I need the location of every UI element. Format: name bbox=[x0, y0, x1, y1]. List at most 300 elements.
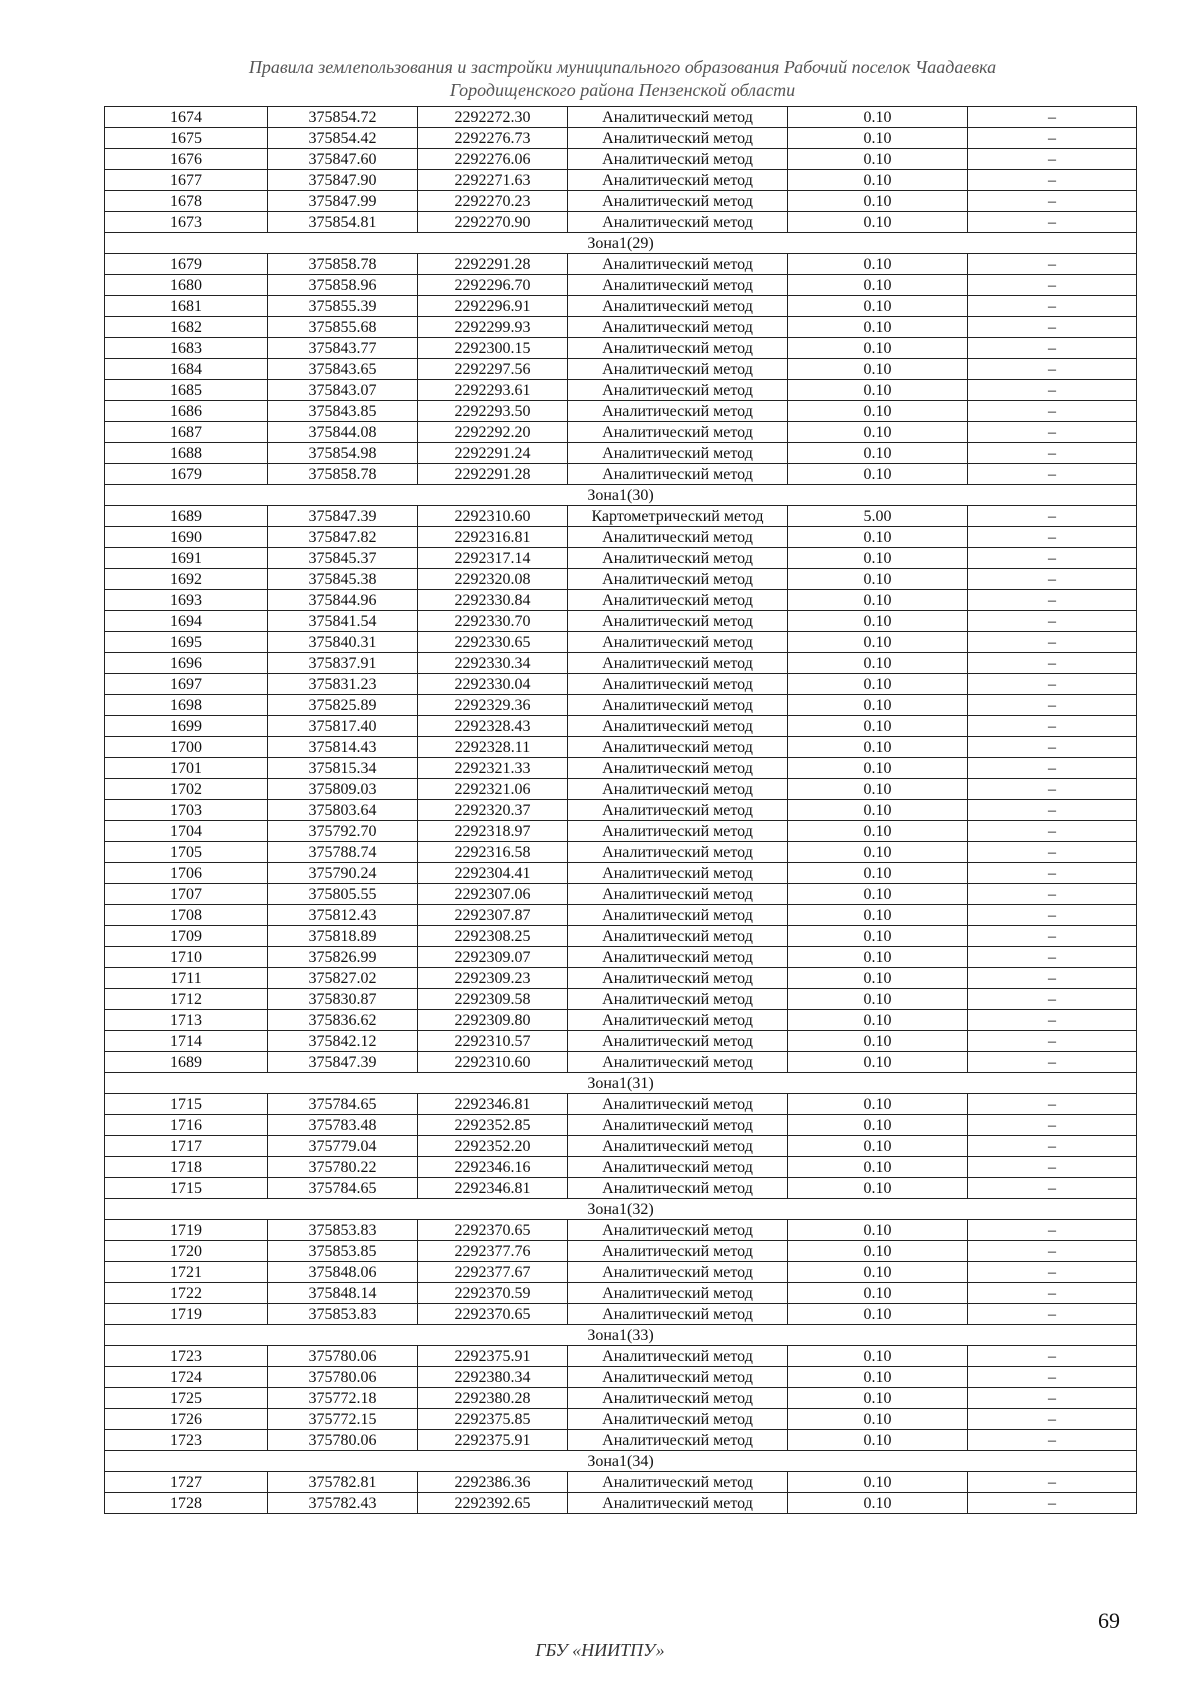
point-number-cell: 1718 bbox=[105, 1157, 268, 1178]
point-number-cell: 1674 bbox=[105, 107, 268, 128]
point-number-cell: 1713 bbox=[105, 1010, 268, 1031]
point-number-cell: 1676 bbox=[105, 149, 268, 170]
x-coordinate-cell: 375847.82 bbox=[268, 527, 418, 548]
description-cell: – bbox=[968, 653, 1137, 674]
description-cell: – bbox=[968, 758, 1137, 779]
description-cell: – bbox=[968, 317, 1137, 338]
point-number-cell: 1677 bbox=[105, 170, 268, 191]
method-cell: Аналитический метод bbox=[568, 149, 788, 170]
x-coordinate-cell: 375780.06 bbox=[268, 1430, 418, 1451]
description-cell: – bbox=[968, 506, 1137, 527]
method-cell: Аналитический метод bbox=[568, 947, 788, 968]
x-coordinate-cell: 375847.60 bbox=[268, 149, 418, 170]
description-cell: – bbox=[968, 1115, 1137, 1136]
point-number-cell: 1683 bbox=[105, 338, 268, 359]
y-coordinate-cell: 2292320.08 bbox=[418, 569, 568, 590]
y-coordinate-cell: 2292276.06 bbox=[418, 149, 568, 170]
x-coordinate-cell: 375782.81 bbox=[268, 1472, 418, 1493]
y-coordinate-cell: 2292270.23 bbox=[418, 191, 568, 212]
accuracy-cell: 0.10 bbox=[788, 905, 968, 926]
table-row bbox=[105, 674, 1137, 695]
table-row bbox=[105, 611, 1137, 632]
table-row bbox=[105, 212, 1137, 233]
table-row bbox=[105, 779, 1137, 800]
method-cell: Аналитический метод bbox=[568, 128, 788, 149]
y-coordinate-cell: 2292375.91 bbox=[418, 1346, 568, 1367]
accuracy-cell: 0.10 bbox=[788, 1493, 968, 1514]
point-number-cell: 1678 bbox=[105, 191, 268, 212]
table-row bbox=[105, 1409, 1137, 1430]
y-coordinate-cell: 2292375.85 bbox=[418, 1409, 568, 1430]
point-number-cell: 1719 bbox=[105, 1304, 268, 1325]
point-number-cell: 1717 bbox=[105, 1136, 268, 1157]
method-cell: Аналитический метод bbox=[568, 401, 788, 422]
table-row bbox=[105, 401, 1137, 422]
point-number-cell: 1708 bbox=[105, 905, 268, 926]
y-coordinate-cell: 2292300.15 bbox=[418, 338, 568, 359]
point-number-cell: 1694 bbox=[105, 611, 268, 632]
description-cell: – bbox=[968, 716, 1137, 737]
table-row bbox=[105, 1346, 1137, 1367]
method-cell: Аналитический метод bbox=[568, 422, 788, 443]
point-number-cell: 1725 bbox=[105, 1388, 268, 1409]
y-coordinate-cell: 2292316.58 bbox=[418, 842, 568, 863]
accuracy-cell: 0.10 bbox=[788, 716, 968, 737]
y-coordinate-cell: 2292317.14 bbox=[418, 548, 568, 569]
description-cell: – bbox=[968, 884, 1137, 905]
x-coordinate-cell: 375803.64 bbox=[268, 800, 418, 821]
description-cell: – bbox=[968, 1094, 1137, 1115]
zone-label: Зона1(29) bbox=[105, 233, 1137, 254]
method-cell: Аналитический метод bbox=[568, 107, 788, 128]
table-row bbox=[105, 107, 1137, 128]
description-cell: – bbox=[968, 1241, 1137, 1262]
y-coordinate-cell: 2292320.37 bbox=[418, 800, 568, 821]
table-row bbox=[105, 737, 1137, 758]
method-cell: Аналитический метод bbox=[568, 254, 788, 275]
description-cell: – bbox=[968, 1052, 1137, 1073]
x-coordinate-cell: 375805.55 bbox=[268, 884, 418, 905]
x-coordinate-cell: 375855.68 bbox=[268, 317, 418, 338]
accuracy-cell: 0.10 bbox=[788, 359, 968, 380]
y-coordinate-cell: 2292328.43 bbox=[418, 716, 568, 737]
y-coordinate-cell: 2292297.56 bbox=[418, 359, 568, 380]
description-cell: – bbox=[968, 464, 1137, 485]
table-row bbox=[105, 191, 1137, 212]
point-number-cell: 1715 bbox=[105, 1178, 268, 1199]
method-cell: Аналитический метод bbox=[568, 1430, 788, 1451]
y-coordinate-cell: 2292377.76 bbox=[418, 1241, 568, 1262]
accuracy-cell: 0.10 bbox=[788, 1178, 968, 1199]
table-row bbox=[105, 653, 1137, 674]
x-coordinate-cell: 375812.43 bbox=[268, 905, 418, 926]
table-row bbox=[105, 1178, 1137, 1199]
y-coordinate-cell: 2292380.28 bbox=[418, 1388, 568, 1409]
table-row bbox=[105, 1367, 1137, 1388]
method-cell: Аналитический метод bbox=[568, 1493, 788, 1514]
description-cell: – bbox=[968, 1220, 1137, 1241]
description-cell: – bbox=[968, 191, 1137, 212]
table-row bbox=[105, 1031, 1137, 1052]
table-row bbox=[105, 1493, 1137, 1514]
method-cell: Аналитический метод bbox=[568, 1409, 788, 1430]
description-cell: – bbox=[968, 380, 1137, 401]
x-coordinate-cell: 375841.54 bbox=[268, 611, 418, 632]
table-row bbox=[105, 548, 1137, 569]
accuracy-cell: 0.10 bbox=[788, 632, 968, 653]
table-row bbox=[105, 506, 1137, 527]
y-coordinate-cell: 2292271.63 bbox=[418, 170, 568, 191]
zone-label: Зона1(31) bbox=[105, 1073, 1137, 1094]
description-cell: – bbox=[968, 632, 1137, 653]
table-row bbox=[105, 1220, 1137, 1241]
zone-header-row bbox=[105, 1199, 1137, 1220]
description-cell: – bbox=[968, 149, 1137, 170]
accuracy-cell: 0.10 bbox=[788, 968, 968, 989]
table-row bbox=[105, 842, 1137, 863]
y-coordinate-cell: 2292330.04 bbox=[418, 674, 568, 695]
table-row bbox=[105, 1388, 1137, 1409]
accuracy-cell: 0.10 bbox=[788, 947, 968, 968]
x-coordinate-cell: 375772.15 bbox=[268, 1409, 418, 1430]
accuracy-cell: 0.10 bbox=[788, 569, 968, 590]
y-coordinate-cell: 2292272.30 bbox=[418, 107, 568, 128]
point-number-cell: 1723 bbox=[105, 1430, 268, 1451]
method-cell: Аналитический метод bbox=[568, 1241, 788, 1262]
description-cell: – bbox=[968, 905, 1137, 926]
y-coordinate-cell: 2292370.59 bbox=[418, 1283, 568, 1304]
point-number-cell: 1690 bbox=[105, 527, 268, 548]
accuracy-cell: 0.10 bbox=[788, 737, 968, 758]
accuracy-cell: 0.10 bbox=[788, 149, 968, 170]
x-coordinate-cell: 375790.24 bbox=[268, 863, 418, 884]
y-coordinate-cell: 2292330.84 bbox=[418, 590, 568, 611]
description-cell: – bbox=[968, 1136, 1137, 1157]
accuracy-cell: 0.10 bbox=[788, 338, 968, 359]
x-coordinate-cell: 375830.87 bbox=[268, 989, 418, 1010]
x-coordinate-cell: 375853.83 bbox=[268, 1304, 418, 1325]
method-cell: Аналитический метод bbox=[568, 548, 788, 569]
point-number-cell: 1698 bbox=[105, 695, 268, 716]
point-number-cell: 1724 bbox=[105, 1367, 268, 1388]
point-number-cell: 1675 bbox=[105, 128, 268, 149]
point-number-cell: 1681 bbox=[105, 296, 268, 317]
description-cell: – bbox=[968, 1367, 1137, 1388]
y-coordinate-cell: 2292380.34 bbox=[418, 1367, 568, 1388]
table-row bbox=[105, 884, 1137, 905]
description-cell: – bbox=[968, 968, 1137, 989]
method-cell: Аналитический метод bbox=[568, 464, 788, 485]
y-coordinate-cell: 2292316.81 bbox=[418, 527, 568, 548]
y-coordinate-cell: 2292296.70 bbox=[418, 275, 568, 296]
description-cell: – bbox=[968, 1178, 1137, 1199]
y-coordinate-cell: 2292346.81 bbox=[418, 1178, 568, 1199]
method-cell: Аналитический метод bbox=[568, 1010, 788, 1031]
description-cell: – bbox=[968, 422, 1137, 443]
point-number-cell: 1689 bbox=[105, 506, 268, 527]
point-number-cell: 1719 bbox=[105, 1220, 268, 1241]
description-cell: – bbox=[968, 569, 1137, 590]
x-coordinate-cell: 375817.40 bbox=[268, 716, 418, 737]
point-number-cell: 1679 bbox=[105, 464, 268, 485]
table-row bbox=[105, 590, 1137, 611]
table-row bbox=[105, 170, 1137, 191]
method-cell: Аналитический метод bbox=[568, 653, 788, 674]
x-coordinate-cell: 375854.42 bbox=[268, 128, 418, 149]
y-coordinate-cell: 2292291.28 bbox=[418, 254, 568, 275]
accuracy-cell: 0.10 bbox=[788, 1115, 968, 1136]
table-row bbox=[105, 317, 1137, 338]
method-cell: Аналитический метод bbox=[568, 443, 788, 464]
description-cell: – bbox=[968, 947, 1137, 968]
table-row bbox=[105, 422, 1137, 443]
accuracy-cell: 0.10 bbox=[788, 884, 968, 905]
zone-label: Зона1(30) bbox=[105, 485, 1137, 506]
accuracy-cell: 0.10 bbox=[788, 1409, 968, 1430]
table-row bbox=[105, 443, 1137, 464]
x-coordinate-cell: 375845.37 bbox=[268, 548, 418, 569]
x-coordinate-cell: 375772.18 bbox=[268, 1388, 418, 1409]
description-cell: – bbox=[968, 989, 1137, 1010]
accuracy-cell: 0.10 bbox=[788, 1052, 968, 1073]
method-cell: Аналитический метод bbox=[568, 632, 788, 653]
point-number-cell: 1714 bbox=[105, 1031, 268, 1052]
x-coordinate-cell: 375843.65 bbox=[268, 359, 418, 380]
y-coordinate-cell: 2292310.60 bbox=[418, 1052, 568, 1073]
method-cell: Аналитический метод bbox=[568, 1136, 788, 1157]
x-coordinate-cell: 375779.04 bbox=[268, 1136, 418, 1157]
table-row bbox=[105, 968, 1137, 989]
table-row bbox=[105, 1430, 1137, 1451]
accuracy-cell: 0.10 bbox=[788, 590, 968, 611]
x-coordinate-cell: 375844.96 bbox=[268, 590, 418, 611]
point-number-cell: 1703 bbox=[105, 800, 268, 821]
description-cell: – bbox=[968, 695, 1137, 716]
y-coordinate-cell: 2292352.85 bbox=[418, 1115, 568, 1136]
zone-label: Зона1(32) bbox=[105, 1199, 1137, 1220]
point-number-cell: 1705 bbox=[105, 842, 268, 863]
method-cell: Аналитический метод bbox=[568, 884, 788, 905]
accuracy-cell: 5.00 bbox=[788, 506, 968, 527]
description-cell: – bbox=[968, 212, 1137, 233]
accuracy-cell: 0.10 bbox=[788, 1094, 968, 1115]
point-number-cell: 1700 bbox=[105, 737, 268, 758]
description-cell: – bbox=[968, 863, 1137, 884]
accuracy-cell: 0.10 bbox=[788, 1241, 968, 1262]
description-cell: – bbox=[968, 674, 1137, 695]
point-number-cell: 1685 bbox=[105, 380, 268, 401]
x-coordinate-cell: 375827.02 bbox=[268, 968, 418, 989]
x-coordinate-cell: 375843.85 bbox=[268, 401, 418, 422]
accuracy-cell: 0.10 bbox=[788, 107, 968, 128]
accuracy-cell: 0.10 bbox=[788, 191, 968, 212]
table-row bbox=[105, 275, 1137, 296]
y-coordinate-cell: 2292330.65 bbox=[418, 632, 568, 653]
method-cell: Аналитический метод bbox=[568, 527, 788, 548]
accuracy-cell: 0.10 bbox=[788, 1367, 968, 1388]
x-coordinate-cell: 375818.89 bbox=[268, 926, 418, 947]
description-cell: – bbox=[968, 1493, 1137, 1514]
method-cell: Аналитический метод bbox=[568, 968, 788, 989]
y-coordinate-cell: 2292375.91 bbox=[418, 1430, 568, 1451]
method-cell: Аналитический метод bbox=[568, 674, 788, 695]
y-coordinate-cell: 2292329.36 bbox=[418, 695, 568, 716]
accuracy-cell: 0.10 bbox=[788, 1220, 968, 1241]
table-row bbox=[105, 527, 1137, 548]
accuracy-cell: 0.10 bbox=[788, 464, 968, 485]
y-coordinate-cell: 2292392.65 bbox=[418, 1493, 568, 1514]
x-coordinate-cell: 375840.31 bbox=[268, 632, 418, 653]
point-number-cell: 1728 bbox=[105, 1493, 268, 1514]
point-number-cell: 1691 bbox=[105, 548, 268, 569]
table-row bbox=[105, 338, 1137, 359]
page-number: 69 bbox=[1098, 1608, 1120, 1633]
x-coordinate-cell: 375831.23 bbox=[268, 674, 418, 695]
table-row bbox=[105, 149, 1137, 170]
point-number-cell: 1710 bbox=[105, 947, 268, 968]
method-cell: Аналитический метод bbox=[568, 212, 788, 233]
description-cell: – bbox=[968, 170, 1137, 191]
method-cell: Аналитический метод bbox=[568, 1472, 788, 1493]
x-coordinate-cell: 375847.99 bbox=[268, 191, 418, 212]
description-cell: – bbox=[968, 443, 1137, 464]
coordinates-table-body bbox=[105, 107, 1137, 1514]
y-coordinate-cell: 2292321.06 bbox=[418, 779, 568, 800]
page-footer: ГБУ «НИИТПУ» bbox=[535, 1640, 665, 1660]
point-number-cell: 1689 bbox=[105, 1052, 268, 1073]
accuracy-cell: 0.10 bbox=[788, 674, 968, 695]
point-number-cell: 1687 bbox=[105, 422, 268, 443]
y-coordinate-cell: 2292328.11 bbox=[418, 737, 568, 758]
point-number-cell: 1693 bbox=[105, 590, 268, 611]
y-coordinate-cell: 2292293.61 bbox=[418, 380, 568, 401]
point-number-cell: 1716 bbox=[105, 1115, 268, 1136]
table-row bbox=[105, 296, 1137, 317]
point-number-cell: 1707 bbox=[105, 884, 268, 905]
accuracy-cell: 0.10 bbox=[788, 296, 968, 317]
method-cell: Аналитический метод bbox=[568, 380, 788, 401]
x-coordinate-cell: 375855.39 bbox=[268, 296, 418, 317]
y-coordinate-cell: 2292321.33 bbox=[418, 758, 568, 779]
description-cell: – bbox=[968, 779, 1137, 800]
zone-header-row bbox=[105, 485, 1137, 506]
x-coordinate-cell: 375825.89 bbox=[268, 695, 418, 716]
table-row bbox=[105, 1115, 1137, 1136]
y-coordinate-cell: 2292296.91 bbox=[418, 296, 568, 317]
x-coordinate-cell: 375814.43 bbox=[268, 737, 418, 758]
y-coordinate-cell: 2292270.90 bbox=[418, 212, 568, 233]
table-row bbox=[105, 821, 1137, 842]
table-row bbox=[105, 758, 1137, 779]
zone-label: Зона1(33) bbox=[105, 1325, 1137, 1346]
x-coordinate-cell: 375788.74 bbox=[268, 842, 418, 863]
accuracy-cell: 0.10 bbox=[788, 254, 968, 275]
point-number-cell: 1696 bbox=[105, 653, 268, 674]
table-row bbox=[105, 464, 1137, 485]
accuracy-cell: 0.10 bbox=[788, 317, 968, 338]
description-cell: – bbox=[968, 1430, 1137, 1451]
description-cell: – bbox=[968, 821, 1137, 842]
accuracy-cell: 0.10 bbox=[788, 863, 968, 884]
accuracy-cell: 0.10 bbox=[788, 275, 968, 296]
zone-header-row bbox=[105, 233, 1137, 254]
method-cell: Аналитический метод bbox=[568, 1052, 788, 1073]
y-coordinate-cell: 2292291.24 bbox=[418, 443, 568, 464]
table-row bbox=[105, 380, 1137, 401]
y-coordinate-cell: 2292386.36 bbox=[418, 1472, 568, 1493]
accuracy-cell: 0.10 bbox=[788, 1304, 968, 1325]
accuracy-cell: 0.10 bbox=[788, 1157, 968, 1178]
table-row bbox=[105, 1052, 1137, 1073]
y-coordinate-cell: 2292310.60 bbox=[418, 506, 568, 527]
method-cell: Аналитический метод bbox=[568, 758, 788, 779]
y-coordinate-cell: 2292352.20 bbox=[418, 1136, 568, 1157]
x-coordinate-cell: 375858.96 bbox=[268, 275, 418, 296]
table-row bbox=[105, 716, 1137, 737]
description-cell: – bbox=[968, 1031, 1137, 1052]
table-row bbox=[105, 1094, 1137, 1115]
method-cell: Аналитический метод bbox=[568, 1031, 788, 1052]
accuracy-cell: 0.10 bbox=[788, 800, 968, 821]
point-number-cell: 1695 bbox=[105, 632, 268, 653]
accuracy-cell: 0.10 bbox=[788, 548, 968, 569]
x-coordinate-cell: 375782.43 bbox=[268, 1493, 418, 1514]
point-number-cell: 1726 bbox=[105, 1409, 268, 1430]
point-number-cell: 1723 bbox=[105, 1346, 268, 1367]
accuracy-cell: 0.10 bbox=[788, 779, 968, 800]
y-coordinate-cell: 2292307.06 bbox=[418, 884, 568, 905]
point-number-cell: 1704 bbox=[105, 821, 268, 842]
accuracy-cell: 0.10 bbox=[788, 443, 968, 464]
method-cell: Аналитический метод bbox=[568, 1178, 788, 1199]
description-cell: – bbox=[968, 1346, 1137, 1367]
x-coordinate-cell: 375809.03 bbox=[268, 779, 418, 800]
y-coordinate-cell: 2292346.81 bbox=[418, 1094, 568, 1115]
accuracy-cell: 0.10 bbox=[788, 1136, 968, 1157]
description-cell: – bbox=[968, 548, 1137, 569]
method-cell: Аналитический метод bbox=[568, 191, 788, 212]
description-cell: – bbox=[968, 254, 1137, 275]
method-cell: Аналитический метод bbox=[568, 863, 788, 884]
point-number-cell: 1715 bbox=[105, 1094, 268, 1115]
method-cell: Аналитический метод bbox=[568, 338, 788, 359]
point-number-cell: 1702 bbox=[105, 779, 268, 800]
x-coordinate-cell: 375854.81 bbox=[268, 212, 418, 233]
point-number-cell: 1680 bbox=[105, 275, 268, 296]
method-cell: Аналитический метод bbox=[568, 359, 788, 380]
accuracy-cell: 0.10 bbox=[788, 1262, 968, 1283]
x-coordinate-cell: 375842.12 bbox=[268, 1031, 418, 1052]
zone-header-row bbox=[105, 1073, 1137, 1094]
x-coordinate-cell: 375837.91 bbox=[268, 653, 418, 674]
description-cell: – bbox=[968, 1388, 1137, 1409]
accuracy-cell: 0.10 bbox=[788, 1283, 968, 1304]
x-coordinate-cell: 375815.34 bbox=[268, 758, 418, 779]
description-cell: – bbox=[968, 926, 1137, 947]
x-coordinate-cell: 375784.65 bbox=[268, 1094, 418, 1115]
description-cell: – bbox=[968, 1283, 1137, 1304]
x-coordinate-cell: 375845.38 bbox=[268, 569, 418, 590]
table-row bbox=[105, 1136, 1137, 1157]
description-cell: – bbox=[968, 527, 1137, 548]
accuracy-cell: 0.10 bbox=[788, 1346, 968, 1367]
accuracy-cell: 0.10 bbox=[788, 695, 968, 716]
method-cell: Аналитический метод bbox=[568, 716, 788, 737]
description-cell: – bbox=[968, 401, 1137, 422]
method-cell: Аналитический метод bbox=[568, 317, 788, 338]
x-coordinate-cell: 375853.83 bbox=[268, 1220, 418, 1241]
y-coordinate-cell: 2292318.97 bbox=[418, 821, 568, 842]
